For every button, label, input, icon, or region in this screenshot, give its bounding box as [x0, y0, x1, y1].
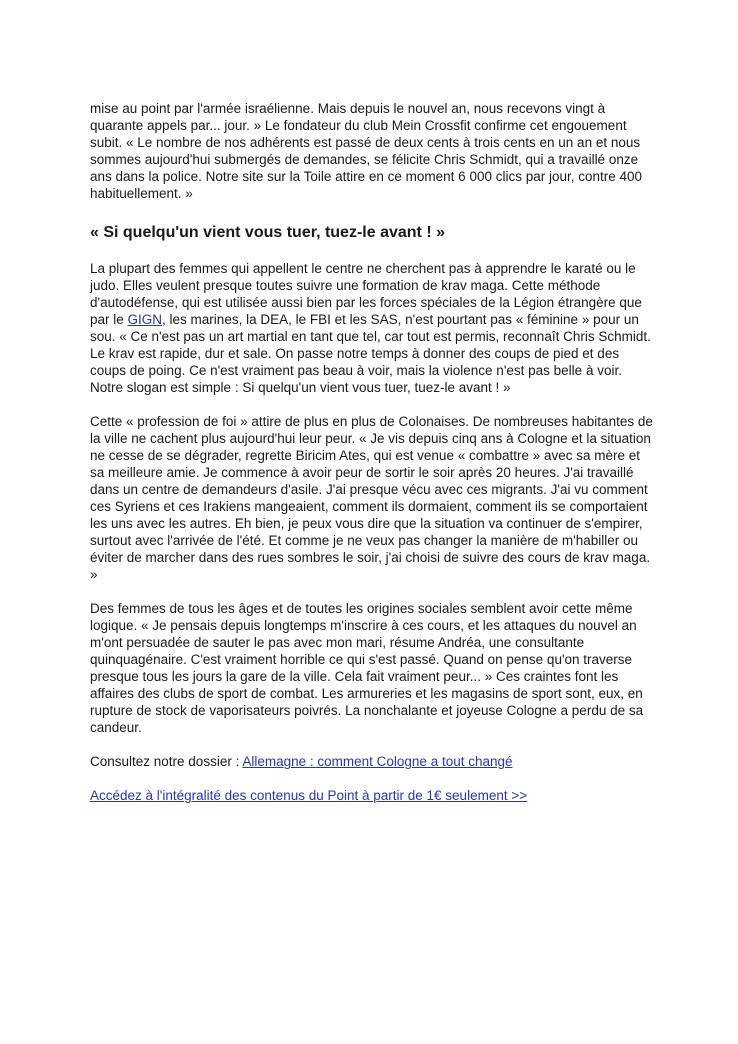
dossier-prefix: Consultez notre dossier :	[90, 754, 243, 769]
subscribe-line	[90, 787, 653, 804]
article-paragraph-3: Cette « profession de foi » attire de plus en plus de Colonaises. De nombreuses habitantes de la ville ne cachent plus aujourd'hui leur peur. « Je vis depuis cinq ans à Cologne et la situation ne cesse de se dégrader, regrette Biricim Ates, qui est venue « combattre » avec sa mère et sa meilleure amie. Je commence à avoir peur de sortir le soir après 20 heures. J'ai travaillé dans un centre de demandeurs d'asile. J'ai presque vécu avec ces migrants. J'ai vu comment ces Syriens et ces Irakiens mangeaient, comment ils dormaient, comment ils se comportaient les uns avec les autres. Eh bien, je peux vous dire que la situation va continuer de s'empirer, surtout avec l'arrivée de l'été. Et comme je ne veux pas changer la manière de m'habiller ou éviter de marcher dans des rues sombres le soir, j'ai choisi de suivre des cours de krav maga. »	[90, 414, 653, 582]
article-paragraph-4: Des femmes de tous les âges et de toutes les origines sociales semblent avoir cette même logique. « Je pensais depuis longtemps m'inscrire à ces cours, et les attaques du nouvel an m'ont persuadée de sauter le pas avec mon mari, résume Andréa, une consultante quinquagénaire. C'est vraiment horrible ce qui s'est passé. Quand on pense qu'on traverse presque tous les jours la gare de la ville. Cela fait vraiment peur... » Ces craintes font les affaires des clubs de sport de combat. Les armureries et les magasins de sport sont, eux, en rupture de stock de vaporisateurs poivrés. La nonchalante et joyeuse Cologne a perdu de sa candeur.	[90, 601, 644, 735]
paragraph-2-text-after: , les marines, la DEA, le FBI et les SAS, n'est pourtant pas « féminine » pour un sou. « Ce n'est pas un art martial en tant que tel, car tout est permis, reconnaît Chris Schmidt. Le krav est rapide, dur et sale. On passe notre temps à donner des coups de pied et des coups de poing. Ce n'est vraiment pas beau à voir, mais la violence n'est pas belle à voir. Notre slogan est simple : Si quelqu'un vient vous tuer, tuez-le avant ! »	[90, 312, 651, 395]
gign-link[interactable]: GIGN	[127, 312, 163, 327]
article-heading: « Si quelqu'un vient vous tuer, tuez-le avant ! »	[90, 224, 445, 241]
article-paragraph-2	[90, 260, 653, 396]
subscribe-link[interactable]: Accédez à l'intégralité des contenus du Point à partir de 1€ seulement >>	[90, 788, 528, 803]
article-paragraph-1: mise au point par l'armée israélienne. Mais depuis le nouvel an, nous recevons vingt à quarante appels par... jour. » Le fondateur du club Mein Crossfit confirme cet engouement subit. « Le nombre de nos adhérents est passé de deux cents à trois cents en un an et nous sommes aujourd'hui submergés de demandes, se félicite Chris Schmidt, qui a travaillé onze ans dans la police. Notre site sur la Toile attire en ce moment 6 000 clics par jour, contre 400 habituellement. »	[90, 101, 643, 201]
dossier-line	[90, 753, 653, 770]
dossier-link[interactable]: Allemagne : comment Cologne a tout changé	[242, 754, 513, 769]
paragraph-2-text-before: La plupart des femmes qui appellent le centre ne cherchent pas à apprendre le karaté ou le judo. Elles veulent presque toutes suivre une formation de krav maga. Cette méthode d'autodéfense, qui est utilisée aussi bien par les forces spéciales de la Légion étrangère que par le	[90, 261, 642, 327]
article-body	[90, 100, 653, 821]
